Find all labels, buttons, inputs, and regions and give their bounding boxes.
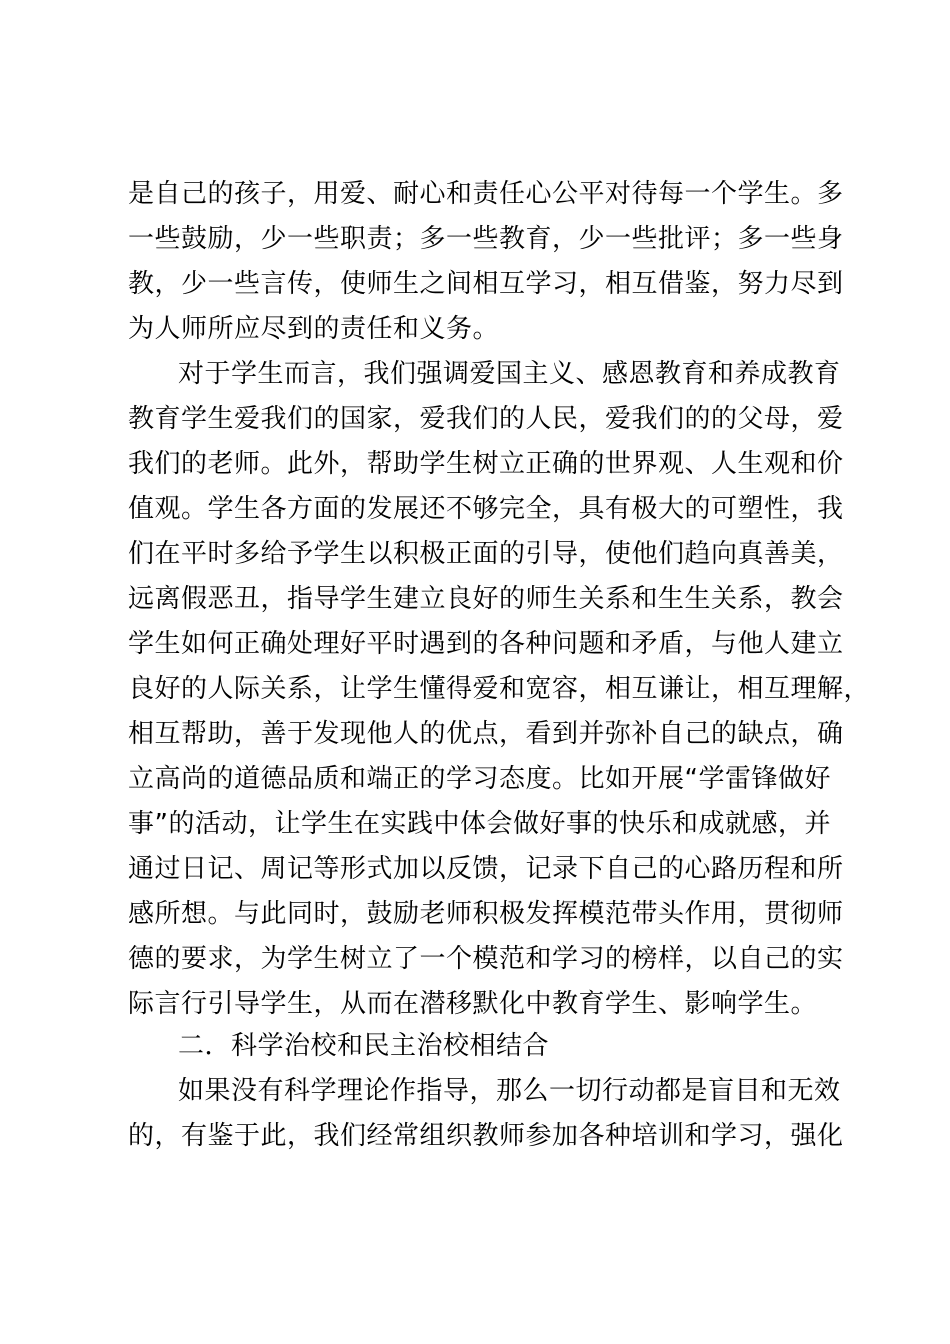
text-line: 远离假恶丑，指导学生建立良好的师生关系和生生关系，教会 bbox=[128, 584, 844, 614]
paragraph-first-line: 对于学生而言，我们强调爱国主义、感恩教育和养成教育 bbox=[178, 359, 841, 389]
paragraph-first-line: 如果没有科学理论作指导，那么一切行动都是盲目和无效 bbox=[178, 1076, 841, 1106]
text-line: 良好的人际关系，让学生懂得爱和宽容，相互谦让，相互理解， bbox=[128, 674, 871, 704]
text-line: 感所想。与此同时，鼓励老师积极发挥模范带头作用，贯彻师 bbox=[128, 899, 844, 929]
text-line: 们在平时多给予学生以积极正面的引导，使他们趋向真善美， bbox=[128, 539, 844, 569]
text-line: 德的要求，为学生树立了一个模范和学习的榜样，以自己的实 bbox=[128, 944, 844, 974]
text-line: 一些鼓励，少一些职责；多一些教育，少一些批评；多一些身 bbox=[128, 224, 844, 254]
text-line: 为人师所应尽到的责任和义务。 bbox=[128, 314, 500, 344]
text-line: 立高尚的道德品质和端正的学习态度。比如开展“学雷锋做好 bbox=[128, 764, 831, 794]
text-line: 际言行引导学生，从而在潜移默化中教育学生、影响学生。 bbox=[128, 989, 818, 1019]
text-line: 相互帮助，善于发现他人的优点，看到并弥补自己的缺点，确 bbox=[128, 719, 844, 749]
section-heading: 二．科学治校和民主治校相结合 bbox=[178, 1031, 550, 1061]
text-line: 事”的活动，让学生在实践中体会做好事的快乐和成就感，并 bbox=[128, 809, 831, 839]
text-line: 教育学生爱我们的国家，爱我们的人民，爱我们的的父母，爱 bbox=[128, 404, 844, 434]
text-line: 我们的老师。此外，帮助学生树立正确的世界观、人生观和价 bbox=[128, 449, 844, 479]
text-line: 值观。学生各方面的发展还不够完全，具有极大的可塑性，我 bbox=[128, 494, 844, 524]
text-line: 通过日记、周记等形式加以反馈，记录下自己的心路历程和所 bbox=[128, 854, 844, 884]
text-line: 教，少一些言传，使师生之间相互学习，相互借鉴，努力尽到 bbox=[128, 269, 844, 299]
text-line: 是自己的孩子，用爱、耐心和责任心公平对待每一个学生。多 bbox=[128, 179, 844, 209]
text-line: 的，有鉴于此，我们经常组织教师参加各种培训和学习，强化 bbox=[128, 1121, 844, 1151]
text-line: 学生如何正确处理好平时遇到的各种问题和矛盾，与他人建立 bbox=[128, 629, 844, 659]
